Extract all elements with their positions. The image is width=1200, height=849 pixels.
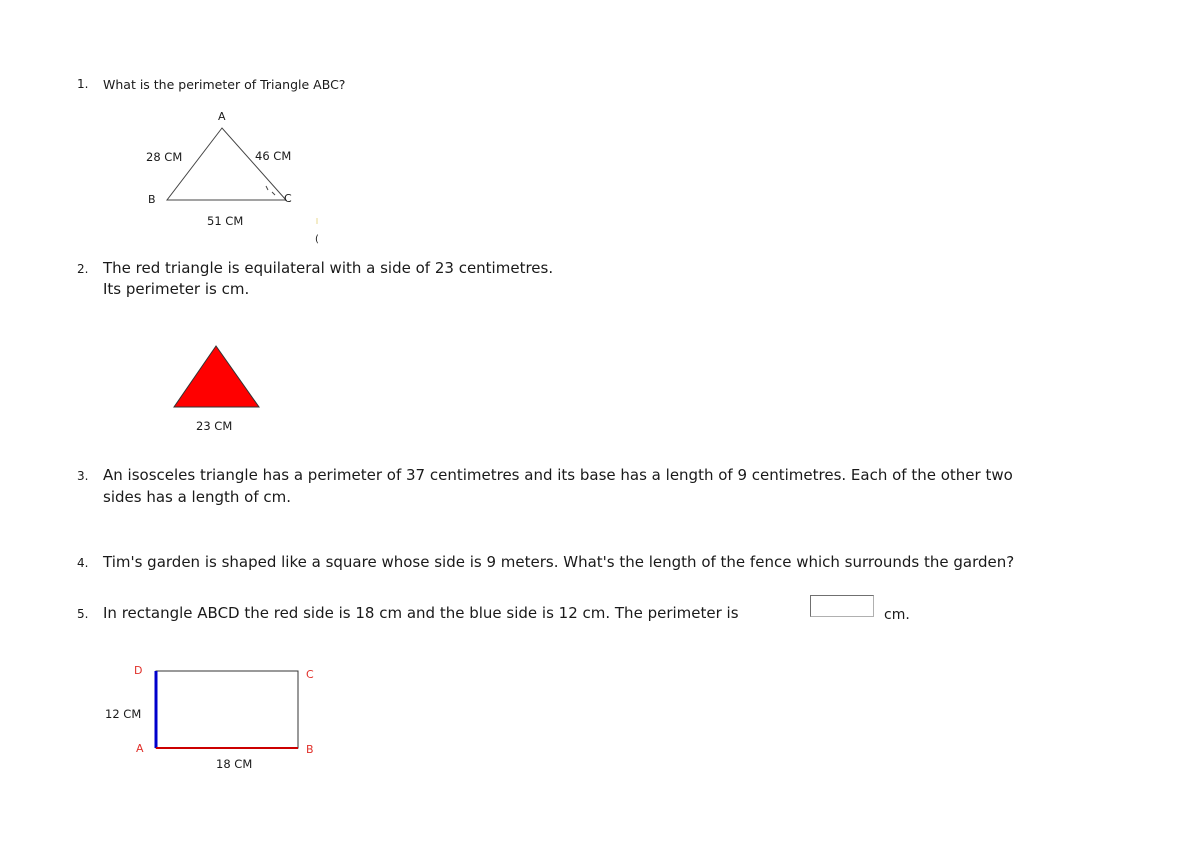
- rectangle-abcd: [156, 671, 298, 748]
- question-1-number: 1.: [77, 77, 89, 91]
- stray-mark: (: [315, 234, 319, 245]
- question-5-unit: cm.: [884, 607, 910, 623]
- question-4-text: Tim's garden is shaped like a square whose side is 9 meters. What's the length of the fence which surrounds the garden?: [103, 553, 1015, 571]
- vertex-c-label: C: [284, 192, 292, 205]
- question-2-number: 2.: [77, 262, 89, 276]
- side-ab-label: 28 CM: [146, 150, 183, 164]
- tick-mark: [272, 192, 275, 195]
- vertex-a-label: A: [218, 110, 226, 123]
- vertex-b-label: B: [148, 193, 156, 206]
- side-ab-rect-label: 18 CM: [216, 757, 253, 771]
- question-3-number: 3.: [77, 469, 89, 483]
- question-1-text: What is the perimeter of Triangle ABC?: [103, 77, 346, 92]
- vertex-c-rect-label: C: [306, 668, 314, 681]
- question-5-number: 5.: [77, 607, 89, 621]
- red-triangle-side-label: 23 CM: [196, 419, 233, 433]
- question-5-text: In rectangle ABCD the red side is 18 cm and the blue side is 12 cm. The perimeter is: [103, 604, 739, 622]
- question-4-number: 4.: [77, 556, 89, 570]
- question-2-line-2: Its perimeter is cm.: [103, 280, 250, 298]
- red-equilateral-triangle: [174, 346, 259, 407]
- perimeter-answer-input[interactable]: [810, 595, 874, 617]
- question-3-line-1: An isosceles triangle has a perimeter of 37 centimetres and its base has a length of 9 centimetres. Each of the other two: [103, 466, 1013, 484]
- vertex-d-label: D: [134, 664, 143, 677]
- vertex-a-rect-label: A: [136, 742, 144, 755]
- side-bc-label: 51 CM: [207, 214, 244, 228]
- side-da-label: 12 CM: [105, 707, 142, 721]
- vertex-b-rect-label: B: [306, 743, 314, 756]
- side-ac-label: 46 CM: [255, 149, 292, 163]
- question-3-line-2: sides has a length of cm.: [103, 488, 291, 506]
- question-2-line-1: The red triangle is equilateral with a side of 23 centimetres.: [103, 259, 554, 277]
- tick-mark: [266, 186, 268, 190]
